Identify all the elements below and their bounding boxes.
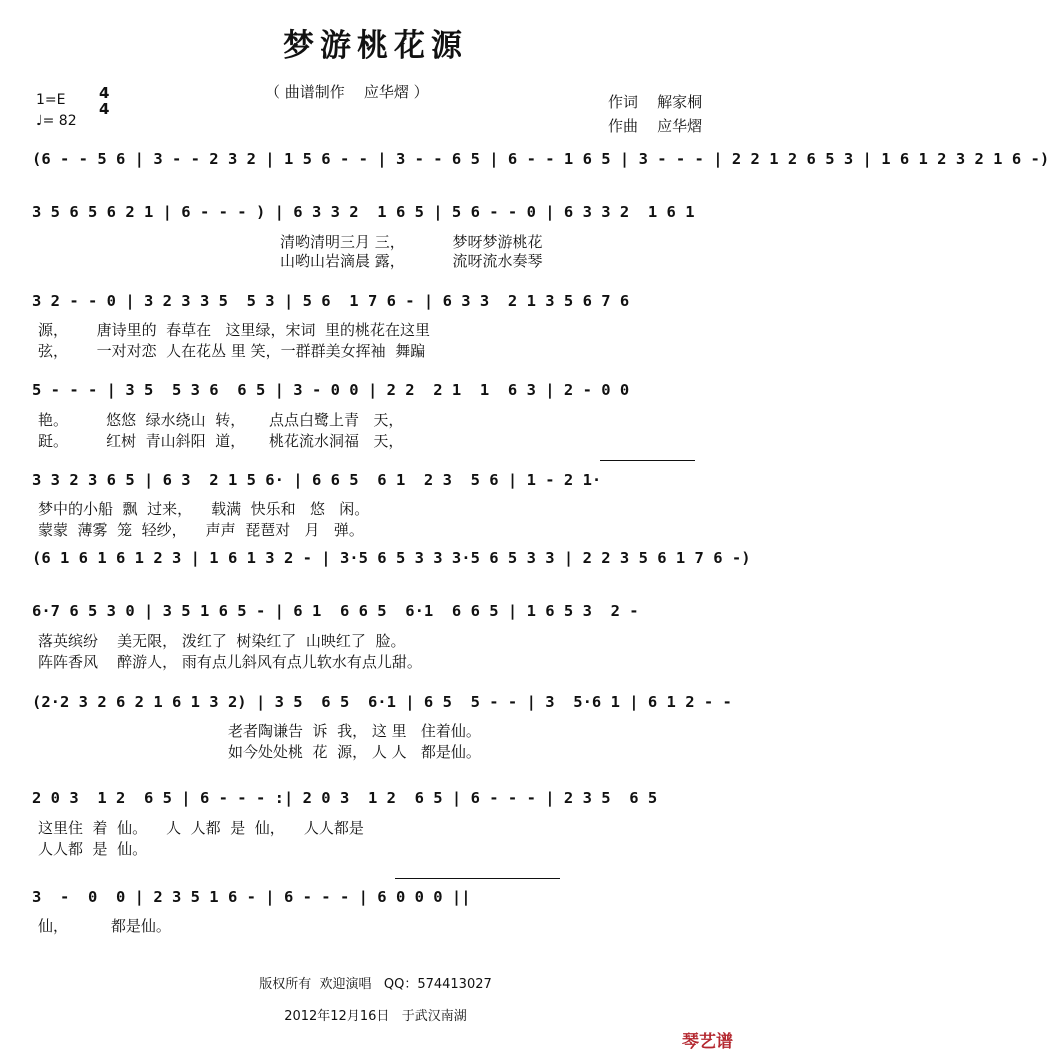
subtitle: （ 曲谱制作 应华熠 ） bbox=[265, 83, 429, 101]
lyric-verse-1: 清哟清明三月 三， 梦呀梦游桃花 bbox=[280, 233, 543, 251]
slur-line bbox=[600, 460, 695, 461]
date-line: 2012年12月16日 于武汉南湖 bbox=[284, 1009, 467, 1024]
staff-notes: 6·7 6 5 3 0 | 3 5 1 6 5 - | 6 1 6 6 5 6·1 6 6 5 | 1 6 5 3 2 - bbox=[32, 602, 639, 620]
lyric-verse-1: 这里住 着 仙。 人 人都 是 仙， 人人都是 bbox=[38, 819, 364, 837]
lyric-verse-2: 蒙蒙 薄雾 笼 轻纱， 声声 琵琶对 月 弹。 bbox=[38, 521, 364, 539]
staff-notes: 3 2 - - 0 | 3 2 3 3 5 5 3 | 5 6 1 7 6 - | 6 3 3 2 1 3 5 6 7 6 bbox=[32, 292, 630, 310]
slur-line bbox=[395, 878, 560, 879]
tempo-value: = 82 bbox=[42, 113, 77, 129]
lyric-verse-2: 山哟山岩滴晨 露， 流呀流水奏琴 bbox=[280, 252, 543, 270]
staff-notes: 2 0 3 1 2 6 5 | 6 - - - :| 2 0 3 1 2 6 5 | 6 - - - | 2 3 5 6 5 bbox=[32, 789, 658, 807]
lyric-verse-1: 源， 唐诗里的 春草在 这里绿，宋词 里的桃花在这里 bbox=[38, 321, 430, 339]
lyric-verse-2: 弦， 一对对恋 人在花丛 里 笑，一群群美女挥袖 舞蹁 bbox=[38, 342, 426, 360]
lyric-verse-1: 落英缤纷 美无限， 泼红了 树染红了 山映红了 脸。 bbox=[38, 632, 406, 650]
watermark-logo: 琴艺谱 bbox=[682, 1032, 733, 1052]
staff-notes: 3 - 0 0 | 2 3 5 1 6 - | 6 - - - | 6 0 0 0 || bbox=[32, 888, 471, 906]
page-title: 梦游桃花源 bbox=[283, 28, 468, 64]
lyric-verse-1: 老者陶谦告 诉 我， 这 里 住着仙。 bbox=[228, 722, 481, 740]
lyric-verse-2: 人人都 是 仙。 bbox=[38, 840, 148, 858]
lyric-verse-2: 如今处处桃 花 源， 人 人 都是仙。 bbox=[228, 743, 481, 761]
lyric-verse-2: 跹。 红树 青山斜阳 道， 桃花流水洞福 天， bbox=[38, 432, 404, 450]
composer: 作曲 应华熠 bbox=[608, 117, 703, 135]
staff-notes: (6 1 6 1 6 1 2 3 | 1 6 1 3 2 - | 3·5 6 5 3 3 3·5 6 5 3 3 | 2 2 3 5 6 1 7 6 -) bbox=[32, 549, 751, 567]
staff-notes: 3 5 6 5 6 2 1 | 6 - - - ) | 6 3 3 2 1 6 5 | 5 6 - - 0 | 6 3 3 2 1 6 1 bbox=[32, 203, 695, 221]
quarter-note-icon: ♩ bbox=[36, 113, 43, 129]
time-signature-bottom: 4 bbox=[99, 100, 110, 118]
staff-notes: (6 - - 5 6 | 3 - - 2 3 2 | 1 5 6 - - | 3 - - 6 5 | 6 - - 1 6 5 | 3 - - - | 2 2 1 2 6 5 3 | 1 6 1 2 3 2 1 6 -) bbox=[32, 150, 1049, 168]
copyright-line: 版权所有 欢迎演唱 QQ：574413027 bbox=[259, 977, 492, 992]
lyric-verse-1: 梦中的小船 飘 过来， 载满 快乐和 悠 闲。 bbox=[38, 500, 370, 518]
lyricist: 作词 解家桐 bbox=[608, 93, 703, 111]
tempo-marking bbox=[36, 113, 77, 129]
lyric-verse-1: 艳。 悠悠 绿水绕山 转， 点点白鹭上青 天， bbox=[38, 411, 404, 429]
lyric-verse-1: 仙， 都是仙。 bbox=[38, 917, 171, 935]
time-signature-top: 4 bbox=[99, 84, 110, 102]
staff-notes: 3 3 2 3 6 5 | 6 3 2 1 5 6· | 6 6 5 6 1 2 3 5 6 | 1 - 2 1· bbox=[32, 471, 602, 489]
lyric-verse-2: 阵阵香风 醉游人， 雨有点儿斜风有点儿软水有点儿甜。 bbox=[38, 653, 422, 671]
staff-notes: 5 - - - | 3 5 5 3 6 6 5 | 3 - 0 0 | 2 2 2 1 1 6 3 | 2 - 0 0 bbox=[32, 381, 630, 399]
key-signature: 1=E bbox=[36, 92, 66, 108]
staff-notes: (2·2 3 2 6 2 1 6 1 3 2) | 3 5 6 5 6·1 | 6 5 5 - - | 3 5·6 1 | 6 1 2 - - bbox=[32, 693, 732, 711]
